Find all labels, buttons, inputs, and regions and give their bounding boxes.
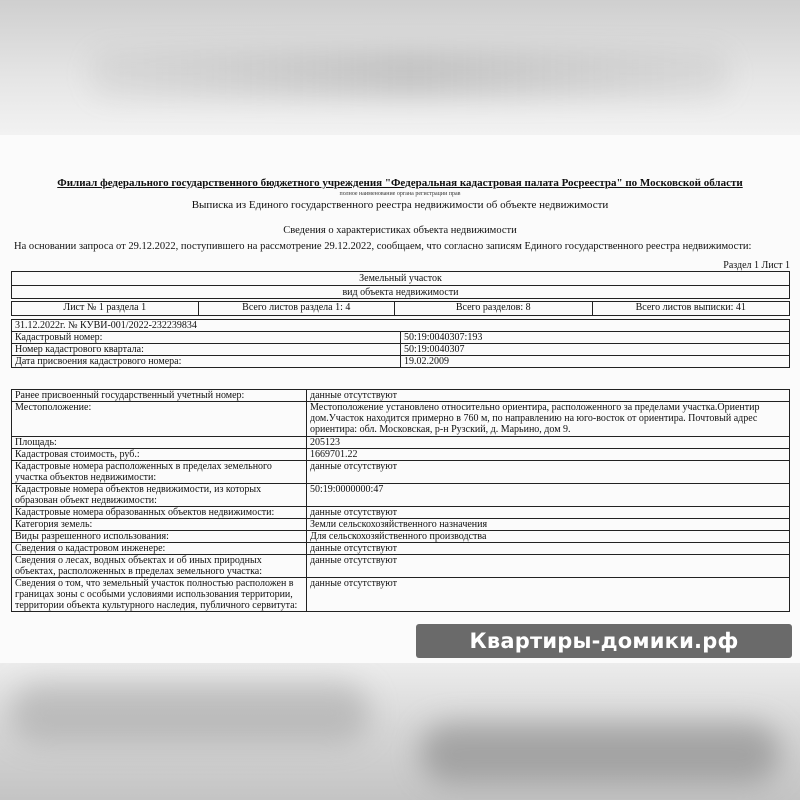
document-reference: 31.12.2022г. № КУВИ-001/2022-232239834 [12,320,790,332]
field-label: Кадастровые номера объектов недвижимости, из которых образован объект недвижимости: [12,484,307,507]
field-label: Виды разрешенного использования: [12,531,307,543]
main-info-table [11,319,790,368]
field-value: данные отсутствуют [307,507,790,519]
field-label: Площадь: [12,437,307,449]
field-label: Кадастровый номер: [12,332,401,344]
table-row [12,543,790,555]
field-label: Кадастровые номера образованных объектов недвижимости: [12,507,307,519]
field-label: Ранее присвоенный государственный учетный номер: [12,390,307,402]
field-value: данные отсутствуют [307,555,790,578]
table-row [12,578,790,612]
section-reference: Раздел 1 Лист 1 [723,260,790,271]
field-value: данные отсутствуют [307,543,790,555]
object-type-caption: вид объекта недвижимости [12,285,789,299]
characteristics-title: Сведения о характеристиках объекта недвижимости [283,225,517,236]
table-row [12,402,790,437]
blurred-header-smudge [90,50,730,98]
document-ref-row [12,320,790,332]
table-row [12,390,790,402]
field-value: 205123 [307,437,790,449]
field-value: 50:19:0040307:193 [401,332,790,344]
field-value: 19.02.2009 [401,356,790,368]
table-row [12,344,790,356]
table-row [12,437,790,449]
blurred-top-background [0,0,800,135]
table-row [12,461,790,484]
field-label: Дата присвоения кадастрового номера: [12,356,401,368]
field-label: Кадастровые номера расположенных в пределах земельного участка объектов недвижимости: [12,461,307,484]
extract-document [0,135,800,663]
field-label: Сведения о лесах, водных объектах и об иных природных объектах, расположенных в пределах земельного участка: [12,555,307,578]
field-label: Местоположение: [12,402,307,437]
total-sheets-extract: Всего листов выписки: 41 [635,302,746,313]
organization-name: Филиал федерального государственного бюджетного учреждения "Федеральная кадастровая палата Росреестра" по Московской области [57,177,743,189]
field-value: Местоположение установлено относительно ориентира, расположенного за пределами участка.Ориентир дом.Участок находится примерно в 760 м, по направлению на юго-восток от ориентира. Почтовый адрес ориентира: обл. Московская, р-н Рузский, д. Марьино, дом 9. [307,402,790,437]
object-type: Земельный участок [359,273,442,284]
table-row [12,519,790,531]
sheet-number: Лист № 1 раздела 1 [12,302,199,315]
field-label: Номер кадастрового квартала: [12,344,401,356]
organization-caption: полное наименование органа регистрации прав [339,191,461,197]
field-value: Для сельскохозяйственного производства [307,531,790,543]
object-type-box [11,271,790,299]
field-value: 50:19:0040307 [401,344,790,356]
table-row [12,332,790,344]
field-value: 1669701.22 [307,449,790,461]
field-label: Сведения о том, что земельный участок полностью расположен в границах зоны с особыми условиями использования территории, территории объекта культурного наследия, публичного сервитута: [12,578,307,612]
total-sheets-section: Всего листов раздела 1: 4 [199,302,396,315]
table-row [12,356,790,368]
watermark-banner: Квартиры-домики.рф [416,624,792,658]
field-label: Сведения о кадастровом инженере: [12,543,307,555]
table-row [12,484,790,507]
sheet-meta-row [11,301,790,316]
field-value: 50:19:0000000:47 [307,484,790,507]
blurred-smudge-right [420,723,780,783]
total-sections: Всего разделов: 8 [395,302,593,315]
field-value: Земли сельскохозяйственного назначения [307,519,790,531]
table-row [12,531,790,543]
table-row [12,507,790,519]
details-table [11,389,790,612]
basis-text: На основании запроса от 29.12.2022, поступившего на рассмотрение 29.12.2022, сообщаем, что согласно записям Единого государственного реестра недвижимости: [14,241,752,252]
blurred-bottom-background [0,663,800,800]
table-row [12,449,790,461]
field-value: данные отсутствуют [307,390,790,402]
table-row [12,555,790,578]
field-label: Кадастровая стоимость, руб.: [12,449,307,461]
field-label: Категория земель: [12,519,307,531]
field-value: данные отсутствуют [307,578,790,612]
extract-title: Выписка из Единого государственного реестра недвижимости об объекте недвижимости [191,199,609,211]
blurred-smudge-left [10,683,370,743]
field-value: данные отсутствуют [307,461,790,484]
